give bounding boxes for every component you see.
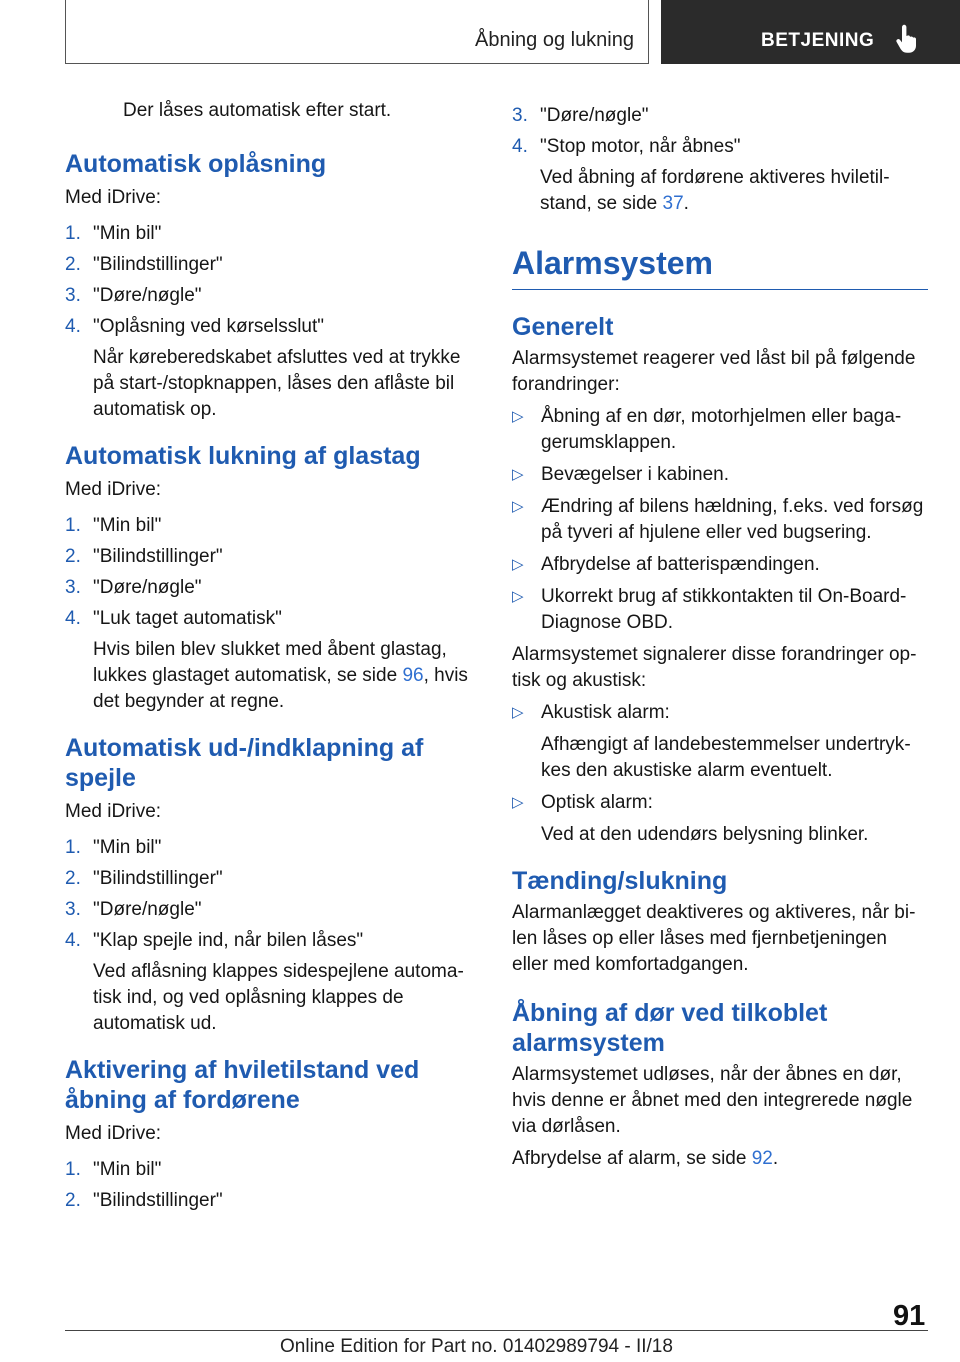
list-item: 1. "Min bil" <box>65 1159 162 1180</box>
list-item: ▷ Ændring af bilens hældning, f.eks. ved forsøg på tyveri af hjulene eller ved bugsering. <box>512 496 924 543</box>
triangle-bullet-icon: ▷ <box>512 588 524 605</box>
list-item: 4. "Oplåsning ved kørselsslut" Når køreberedskabet afsluttes ved at trykke på start-/stopknappen, låses den aflåste bil automatisk op. <box>65 316 461 420</box>
list-item: 3. "Døre/nøgle" <box>65 899 202 920</box>
list-item: ▷ Ukorrekt brug af stikkontakten til On-Board-Diagnose OBD. <box>512 586 907 633</box>
numbered-list <box>65 1157 475 1214</box>
list-item: 4. "Klap spejle ind, når bilen låses" Ved aflåsning klappes sidespejlene automatisk ind, og ved oplåsning klappes de automatisk ud. <box>65 930 464 1034</box>
page-number: 91 <box>893 1300 926 1332</box>
list-item: ▷ Bevægelser i kabinen. <box>512 462 928 488</box>
list-item: 1. "Min bil" <box>65 837 162 858</box>
section-title: Åbning af dør ved tilkoblet alarmsystem <box>512 999 828 1057</box>
section-auto-unlock <box>65 149 475 423</box>
list-item: 3. "Døre/nøgle" <box>65 577 202 598</box>
footer-divider <box>65 1330 928 1331</box>
list-item: 2. "Bilindstillinger" <box>65 868 223 889</box>
list-item: ▷ Afbrydelse af batterispændingen. <box>512 552 928 578</box>
list-item: ▷ Optisk alarm: Ved at den udendørs belysning blinker. <box>512 792 869 845</box>
hand-pointer-icon <box>893 24 921 54</box>
paragraph: Alarmsystemet reagerer ved låst bil på følgende forandringer: <box>512 348 916 395</box>
list-item: 4. "Stop motor, når åbnes" Ved åbning af fordørene aktiveres hviletilstand, se side 37. <box>512 136 890 214</box>
right-column <box>512 98 928 1172</box>
lead-text: Med iDrive: <box>65 187 162 208</box>
numbered-list <box>65 221 475 423</box>
list-item: 2. "Bilindstillinger" <box>65 1190 223 1211</box>
chapter-heading: Alarmsystem <box>512 243 928 290</box>
section-title: Generelt <box>512 313 614 341</box>
left-column <box>65 98 475 1219</box>
section-title: Tænding/slukning <box>512 867 728 895</box>
section-title: Automatisk ud-/indklapning af spejle <box>65 734 424 792</box>
page-link[interactable]: 37 <box>662 193 684 214</box>
section-general <box>512 312 928 848</box>
section-title: Automatisk lukning af glastag <box>65 442 421 470</box>
numbered-list <box>65 835 475 1037</box>
list-item: 2. "Bilindstillinger" <box>65 546 223 567</box>
numbered-list <box>65 513 475 715</box>
lead-text: Med iDrive: <box>65 801 162 822</box>
section-rest-mode <box>65 1055 475 1214</box>
paragraph: Alarmsystemet signalerer disse forandringer optisk og akustisk: <box>512 644 917 691</box>
lead-text: Med iDrive: <box>65 1123 162 1144</box>
page-link[interactable]: 96 <box>402 665 424 686</box>
list-item: 3. "Døre/nøgle" <box>65 285 202 306</box>
list-item: 4. "Luk taget automatisk" Hvis bilen blev slukket med åbent glastag, lukkes glastaget automatisk, se side 96, hvis det begynder at regne. <box>65 608 468 712</box>
list-item: 3. "Døre/nøgle" <box>512 105 649 126</box>
chapter-tab <box>661 0 960 64</box>
list-item: 1. "Min bil" <box>65 223 162 244</box>
section-mirror-folding <box>65 733 475 1037</box>
bullet-list <box>512 404 928 636</box>
paragraph: Afbrydelse af alarm, se side 92. <box>512 1148 779 1169</box>
section-title: Automatisk oplåsning <box>65 150 327 178</box>
section-title: Aktivering af hviletilstand ved åbning af fordørene <box>65 1056 420 1114</box>
triangle-bullet-icon: ▷ <box>512 556 524 573</box>
intro-text: Der låses automatisk efter start. <box>123 100 392 121</box>
header-section-box <box>65 0 649 64</box>
paragraph: Alarmsystemet udløses, når der åbnes en dør, hvis denne er åbnet med den integrerede nøgle via dørlåsen. <box>512 1064 913 1137</box>
triangle-bullet-icon: ▷ <box>512 498 524 515</box>
triangle-bullet-icon: ▷ <box>512 794 524 811</box>
list-item: ▷ Åbning af en dør, motorhjelmen eller bagagerumsklappen. <box>512 406 902 453</box>
triangle-bullet-icon: ▷ <box>512 408 524 425</box>
bullet-list <box>512 700 928 848</box>
edition-footer: Online Edition for Part no. 01402989794 - II/18 <box>280 1336 673 1357</box>
triangle-bullet-icon: ▷ <box>512 466 524 483</box>
page-link[interactable]: 92 <box>751 1148 773 1169</box>
lead-text: Med iDrive: <box>65 479 162 500</box>
section-ignition <box>512 866 928 978</box>
chapter-label: BETJENING <box>761 30 875 51</box>
list-item: ▷ Akustisk alarm: Afhængigt af landebestemmelser undertrykkes den akustiske alarm eventuelt. <box>512 702 911 781</box>
numbered-list-continued <box>512 103 928 217</box>
list-item: 2. "Bilindstillinger" <box>65 254 223 275</box>
section-title: Åbning og lukning <box>474 29 634 51</box>
section-door-opening <box>512 998 928 1172</box>
triangle-bullet-icon: ▷ <box>512 704 524 721</box>
paragraph: Alarmanlægget deaktiveres og aktiveres, når bilen låses op eller låses med fjernbetjeningen eller med komfortadgangen. <box>512 902 916 975</box>
list-item: 1. "Min bil" <box>65 515 162 536</box>
section-auto-close-glass-roof <box>65 441 475 715</box>
